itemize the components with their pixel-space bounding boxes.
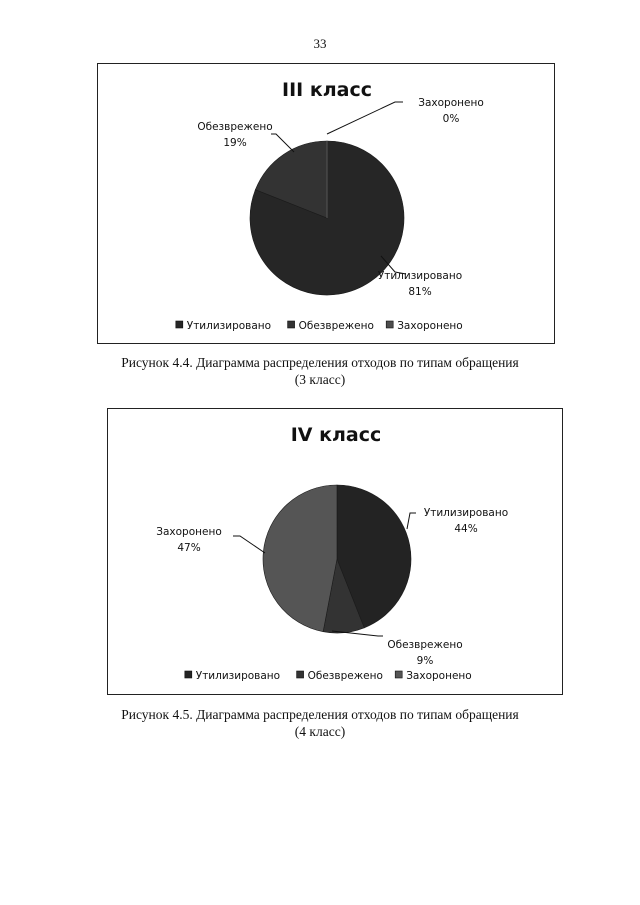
leader-line <box>233 536 265 553</box>
pie-slice-zahoroneno <box>263 485 337 632</box>
legend-swatch <box>288 321 295 328</box>
pie-chart-class-3 <box>97 63 555 344</box>
data-label-value: 0% <box>442 113 460 125</box>
legend-swatch <box>386 321 393 328</box>
legend-label: Обезврежено <box>298 320 374 332</box>
caption-line: Рисунок 4.5. Диаграмма распределения отходов по типам обращения <box>121 707 519 722</box>
leader-line <box>271 134 294 152</box>
chart-title: III класс <box>282 79 372 101</box>
leader-line <box>332 631 383 636</box>
legend-label: Обезврежено <box>307 670 383 682</box>
data-label-category: Захоронено <box>156 526 222 538</box>
legend-swatch <box>185 671 192 678</box>
legend-label: Утилизировано <box>195 670 281 682</box>
leader-line <box>407 513 416 529</box>
data-label-category: Обезврежено <box>197 121 273 133</box>
legend-swatch <box>297 671 304 678</box>
figure-caption-4-4 <box>0 354 640 388</box>
data-label-category: Обезврежено <box>387 639 463 651</box>
data-label-value: 19% <box>223 137 247 149</box>
chart-title: IV класс <box>290 424 382 446</box>
data-label-category: Утилизировано <box>377 270 463 282</box>
data-label-value: 9% <box>416 655 434 667</box>
caption-line: Рисунок 4.4. Диаграмма распределения отходов по типам обращения <box>121 355 519 370</box>
page-number: 33 <box>313 36 327 51</box>
legend-swatch <box>176 321 183 328</box>
legend-label: Захоронено <box>406 670 472 682</box>
data-label-value: 44% <box>454 523 478 535</box>
data-label-value: 81% <box>408 286 432 298</box>
legend-label: Захоронено <box>397 320 463 332</box>
data-label-category: Утилизировано <box>423 507 509 519</box>
figure-caption-4-5 <box>0 706 640 740</box>
pie-chart-class-4 <box>107 408 563 695</box>
leader-line <box>327 102 403 134</box>
data-label-value: 47% <box>177 542 201 554</box>
caption-line: (3 класс) <box>294 372 346 387</box>
legend-swatch <box>395 671 402 678</box>
data-label-category: Захоронено <box>418 97 484 109</box>
legend-label: Утилизировано <box>186 320 272 332</box>
pie-chart-svg <box>108 409 564 696</box>
caption-line: (4 класс) <box>294 724 346 739</box>
pie-chart-svg <box>98 64 556 345</box>
